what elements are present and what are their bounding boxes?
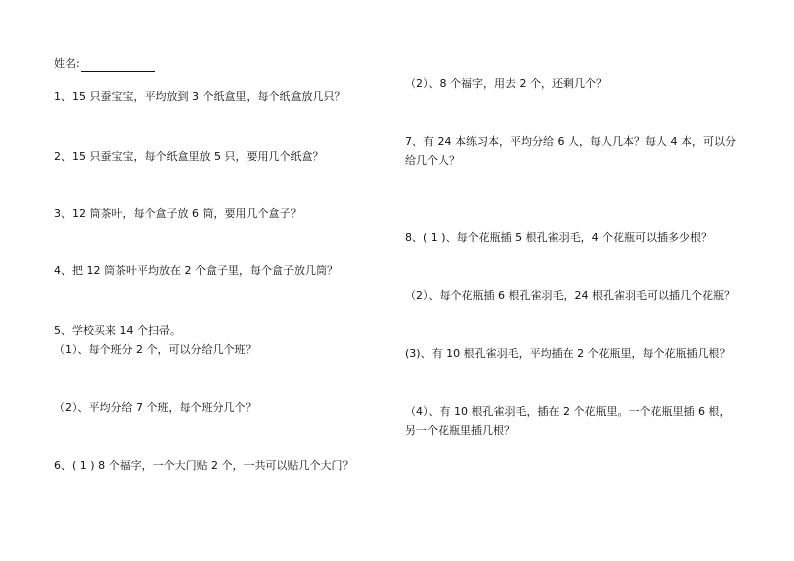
question-5: 5、学校买来 14 个扫帚。 xyxy=(54,324,181,337)
question-8-part-3: (3)、有 10 根孔雀羽毛，平均插在 2 个花瓶里，每个花瓶插几根？ xyxy=(405,347,731,360)
question-8-part-4-line-1: （4）、有 10 根孔雀羽毛，插在 2 个花瓶里。一个花瓶里插 6 根， xyxy=(405,405,731,418)
question-3: 3、12 筒茶叶，每个盒子放 6 筒，要用几个盒子？ xyxy=(54,207,302,220)
name-field xyxy=(54,56,155,72)
question-1: 1、15 只蚕宝宝，平均放到 3 个纸盒里，每个纸盒放几只？ xyxy=(54,90,346,103)
name-label: 姓名: xyxy=(54,57,80,70)
question-6-part-1: 6、( 1 ) 8 个福字，一个大门贴 2 个，一共可以贴几个大门？ xyxy=(54,459,354,472)
name-blank-line xyxy=(81,59,155,72)
question-8-part-4-line-2: 另一个花瓶里插几根？ xyxy=(405,424,515,437)
question-2: 2、15 只蚕宝宝，每个纸盒里放 5 只，要用几个纸盒？ xyxy=(54,150,324,163)
question-5-part-2: （2）、平均分给 7 个班，每个班分几个？ xyxy=(54,401,257,414)
question-8-part-1: 8、( 1 )、每个花瓶插 5 根孔雀羽毛，4 个花瓶可以插多少根？ xyxy=(405,231,713,244)
question-7-line-2: 给几个人？ xyxy=(405,154,460,167)
question-4: 4、把 12 筒茶叶平均放在 2 个盒子里，每个盒子放几筒？ xyxy=(54,264,338,277)
question-7-line-1: 7、有 24 本练习本，平均分给 6 人，每人几本？每人 4 本，可以分 xyxy=(405,135,736,148)
question-6-part-2: （2）、8 个福字，用去 2 个，还剩几个？ xyxy=(405,77,607,90)
question-5-part-1: （1）、每个班分 2 个，可以分给几个班？ xyxy=(54,343,257,356)
question-8-part-2: （2）、每个花瓶插 6 根孔雀羽毛，24 根孔雀羽毛可以插几个花瓶？ xyxy=(405,289,735,302)
